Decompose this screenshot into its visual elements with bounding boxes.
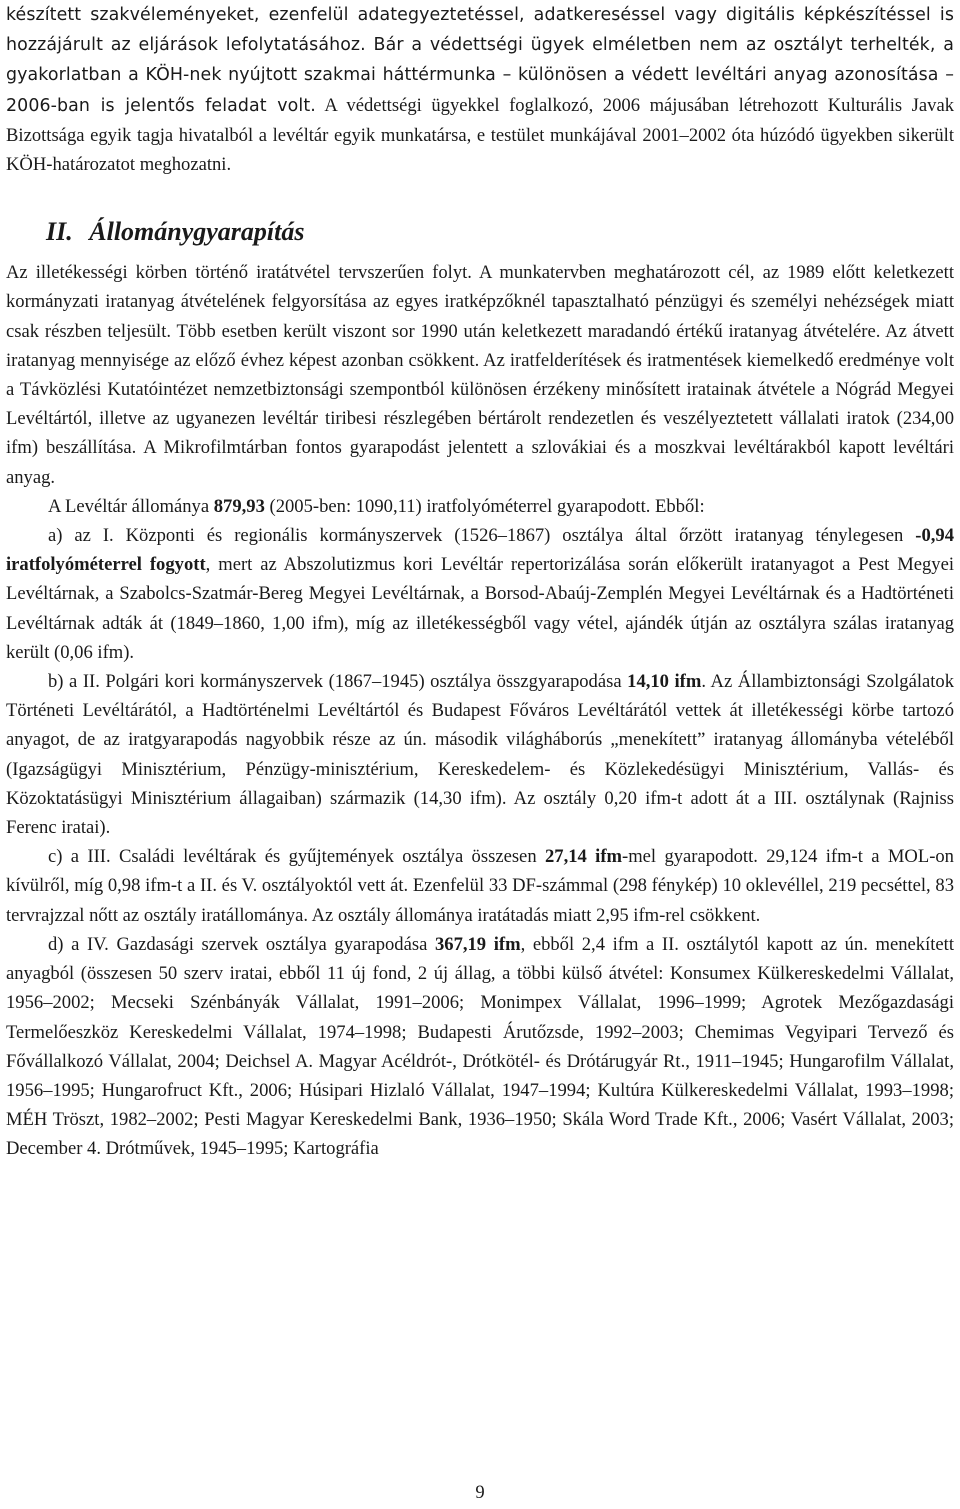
department-c-paragraph bbox=[6, 842, 954, 930]
section-heading bbox=[6, 216, 954, 248]
section-number: II. bbox=[46, 217, 73, 247]
department-b-paragraph bbox=[6, 667, 954, 842]
section-title: Állománygyarapítás bbox=[89, 217, 305, 247]
department-c-text: c) a III. Családi levéltárak és gyűjtemények osztálya összesen bbox=[48, 846, 545, 868]
department-a-value: -0,94 iratfolyóméterrel fogyott bbox=[6, 525, 954, 576]
department-d-text-end: , ebből 2,4 ifm a II. osztálytól kapott az ún. menekített anyagból (összesen 50 szerv iratai, ebből 11 új fond, 2 új állag, a többi külső átvétel: Konsumex Külkereskedelmi Vállalat, 1956–2002; Mecseki Szénbányák Vállalat, 1991–2006; Monimpex Vállalat, 1996–1999; Agrotek Mezőgazdasági Termelőeszköz Kereskedelmi Vállalat, 1974–1998; Budapesti Árutőzsde, 1992–2003; Chemimas Vegyipari Tervező és Fővállalkozó Vállalat, 2004; Deichsel A. Magyar Acéldrót-, Drótkötél- és Drótárugyár Rt., 1911–1945; Hungarofilm Vállalat, 1956–1995; Hungarofruct Kft., 2006; Húsipari Hizlaló Vállalat, 1947–1994; Kultúra Külkereskedelmi Vállalat, 1993–1998; MÉH Tröszt, 1982–2002; Pesti Magyar Kereskedelmi Bank, 1936–1950; Skála Word Trade Kft., 2006; Vasért Vállalat, 2003; December 4. Drótművek, 1945–1995; Kartográfia bbox=[6, 933, 954, 1160]
total-holdings-text-end: (2005-ben: 1090,11) iratfolyóméterrel gyarapodott. Ebből: bbox=[264, 495, 705, 517]
department-d-value: 367,19 ifm bbox=[434, 933, 521, 955]
intro-paragraph bbox=[6, 0, 954, 179]
department-a-paragraph bbox=[6, 521, 954, 667]
department-b-text-end: . Az Állambiztonsági Szolgálatok Történeti Levéltárától, a Hadtörténelmi Levéltártól és Budapest Főváros Levéltárától vettek át illetékességi körbe tartozó anyagot, de az iratgyarapodás nagyobbik része az ún. második világháborús „menekített” iratanyag állományba vételéből (Igazságügyi Minisztérium, Pénzügy-minisztérium, Kereskedelem- és Közlekedésügyi Minisztérium, Vallás- és Közoktatásügyi Minisztérium állagaiban) származik (14,30 ifm). Az osztály 0,20 ifm-t adott át a III. osztálynak (Rajniss Ferenc iratai). bbox=[6, 671, 954, 839]
page-number: 9 bbox=[475, 1482, 485, 1503]
intro-text-sans: készített szakvéleményeket, ezenfelül adategyeztetéssel, adatkereséssel vagy digitális képkészítéssel is hozzájárult az eljárások lefolytatásához. Bár a védettségi ügyek elméletben nem az osztályt terhelték, a gyakorlatban a KÖH-nek nyújtott szakmai háttérmunka – különösen a védett levéltári anyag azonosítása – 2006-ban is jelentős feladat volt. bbox=[6, 5, 954, 116]
department-a-text-end: , mert az Abszolutizmus kori Levéltár repertorizálása során előkerült iratanyagot a Pest Megyei Levéltárnak, a Szabolcs-Szatmár-Bereg Megyei Levéltárnak, a Borsod-Abaúj-Zemplén Megyei Levéltárnak és a Hadtörténeti Levéltárnak adták át (1849–1860, 1,00 ifm), míg az illetékességből vagy vétel, ajándék útján az osztályra szálas iratanyag került (0,06 ifm). bbox=[6, 554, 955, 663]
acquisition-paragraph: Az illetékességi körben történő iratátvétel tervszerűen folyt. A munkatervben meghatározott cél, az 1989 előtt keletkezett kormányzati iratanyag átvételének felgyorsítása az egyes iratképzőknél tapasztalható pénzügyi és személyi nehézségek miatt csak részben teljesült. Több esetben került viszont sor 1990 után keletkezett maradandó értékű iratanyag átvételére. Az átvett iratanyag mennyisége az előző évhez képest azonban csökkent. Az iratfelderítések és iratmentések kiemelkedő eredménye volt a Távközlési Kutatóintézet nemzetbiztonsági szempontból különösen érzékeny minősített iratainak átvétele a Nógrád Megyei Levéltártól, illetve az ugyanezen levéltár tiribesi részlegében bértárolt rendezetlen és veszélyeztetett vállalati iratok (234,00 ifm) beszállítása. A Mikrofilmtárban fontos gyarapodást jelentett a szlovákiai és a moszkvai levéltárakból kapott levéltári anyag. bbox=[6, 262, 954, 488]
document-page bbox=[6, 0, 954, 1164]
intro-text-serif: A védettségi ügyekkel foglalkozó, 2006 májusában létrehozott Kulturális Javak Bizottsága egyik tagja hivatalból a levéltár egyik munkatársa, e testület munkájával 2001–2002 óta húzódó ügyekben sikerült KÖH-határozatot meghozatni. bbox=[6, 94, 954, 176]
total-holdings-paragraph bbox=[6, 492, 954, 521]
department-d-text: d) a IV. Gazdasági szervek osztálya gyarapodása bbox=[48, 933, 435, 955]
department-c-value: 27,14 ifm bbox=[544, 846, 623, 868]
department-c-text-end: -mel gyarapodott. 29,124 ifm-t a MOL-on kívülről, míg 0,98 ifm-t a II. és V. osztályoktól vett át. Ezenfelül 33 DF-számmal (298 fénykép) 10 oklevéllel, 219 pecséttel, 83 tervrajzzal nőtt az osztály iratállománya. Az osztály állománya iratátadás miatt 2,95 ifm-rel csökkent. bbox=[6, 846, 954, 926]
department-a-text: a) az I. Központi és regionális kormányszervek (1526–1867) osztálya által őrzött iratanyag ténylegesen bbox=[48, 525, 916, 547]
department-b-value: 14,10 ifm bbox=[627, 671, 702, 693]
total-holdings-value: 879,93 bbox=[213, 495, 265, 517]
department-b-text: b) a II. Polgári kori kormányszervek (1867–1945) osztálya összgyarapodása bbox=[48, 671, 628, 693]
department-d-paragraph bbox=[6, 930, 954, 1164]
total-holdings-text: A Levéltár állománya bbox=[48, 495, 214, 517]
